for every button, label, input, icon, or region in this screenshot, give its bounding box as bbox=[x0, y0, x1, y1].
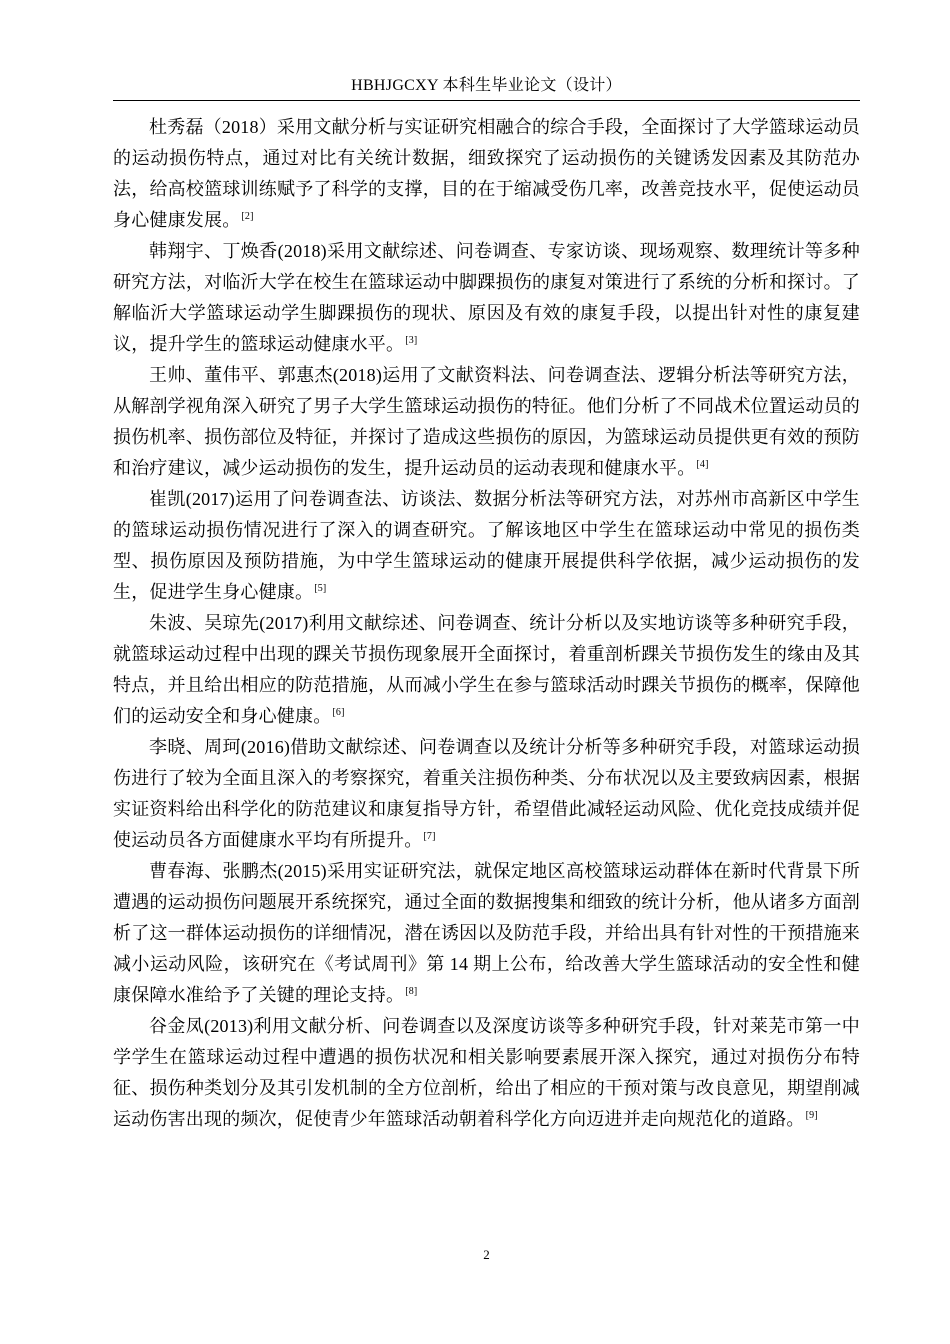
paragraph-text: 韩翔宇、丁焕香(2018)采用文献综述、问卷调查、专家访谈、现场观察、数理统计等多种研究方法，对临沂大学在校生在篮球运动中脚踝损伤的康复对策进行了系统的分析和探讨。了解临沂大学篮球运动学生脚踝损伤的现状、原因及有效的康复手段，以提出针对性的康复建议，提升学生的篮球运动健康水平。 bbox=[113, 241, 860, 354]
paragraph bbox=[113, 360, 860, 484]
page-header-title: HBHJGCXY 本科生毕业论文（设计） bbox=[351, 77, 622, 94]
header-divider bbox=[113, 100, 860, 101]
paragraph bbox=[113, 732, 860, 856]
page-number: 2 bbox=[483, 1247, 490, 1262]
paragraph-text: 杜秀磊（2018）采用文献分析与实证研究相融合的综合手段，全面探讨了大学篮球运动员的运动损伤特点，通过对比有关统计数据，细致探究了运动损伤的关键诱发因素及其防范办法，给高校篮球训练赋予了科学的支撑，目的在于缩减受伤几率，改善竞技水平，促使运动员身心健康发展。 bbox=[113, 117, 860, 230]
paragraph bbox=[113, 236, 860, 360]
body-text bbox=[113, 112, 860, 1135]
paragraph-text: 朱波、吴琼先(2017)利用文献综述、问卷调查、统计分析以及实地访谈等多种研究手段，就篮球运动过程中出现的踝关节损伤现象展开全面探讨，着重剖析踝关节损伤发生的缘由及其特点，并且给出相应的防范措施，从而减小学生在参与篮球活动时踝关节损伤的概率，保障他们的运动安全和身心健康。 bbox=[113, 613, 860, 726]
citation-ref: [9] bbox=[805, 1110, 818, 1121]
paragraph-text: 崔凯(2017)运用了问卷调查法、访谈法、数据分析法等研究方法，对苏州市高新区中学生的篮球运动损伤情况进行了深入的调查研究。了解该地区中学生在篮球运动中常见的损伤类型、损伤原因及预防措施，为中学生篮球运动的健康开展提供科学依据，减少运动损伤的发生，促进学生身心健康。 bbox=[113, 489, 860, 602]
paragraph-text: 谷金凤(2013)利用文献分析、问卷调查以及深度访谈等多种研究手段，针对莱芜市第一中学学生在篮球运动过程中遭遇的损伤状况和相关影响要素展开深入探究，通过对损伤分布特征、损伤种类划分及其引发机制的全方位剖析，给出了相应的干预对策与改良意见，期望削减运动伤害出现的频次，促使青少年篮球活动朝着科学化方向迈进并走向规范化的道路。 bbox=[113, 1016, 860, 1129]
citation-ref: [3] bbox=[405, 335, 418, 346]
paragraph bbox=[113, 112, 860, 236]
paragraph-text: 曹春海、张鹏杰(2015)采用实证研究法，就保定地区高校篮球运动群体在新时代背景下所遭遇的运动损伤问题展开系统探究，通过全面的数据搜集和细致的统计分析，他从诸多方面剖析了这一群体运动损伤的详细情况，潜在诱因以及防范手段，并给出具有针对性的干预措施来减小运动风险，该研究在《考试周刊》第 14 期上公布，给改善大学生篮球活动的安全性和健康保障水准给予了关键的理论支持。 bbox=[113, 861, 860, 1005]
citation-ref: [4] bbox=[696, 459, 709, 470]
citation-ref: [2] bbox=[241, 211, 254, 222]
paragraph bbox=[113, 484, 860, 608]
paragraph bbox=[113, 608, 860, 732]
citation-ref: [8] bbox=[405, 986, 418, 997]
paragraph-text: 李晓、周珂(2016)借助文献综述、问卷调查以及统计分析等多种研究手段，对篮球运动损伤进行了较为全面且深入的考察探究，着重关注损伤种类、分布状况以及主要致病因素，根据实证资料给出科学化的防范建议和康复指导方针，希望借此减轻运动风险、优化竞技成绩并促使运动员各方面健康水平均有所提升。 bbox=[113, 737, 860, 850]
paragraph bbox=[113, 1011, 860, 1135]
paragraph-text: 王帅、董伟平、郭惠杰(2018)运用了文献资料法、问卷调查法、逻辑分析法等研究方法，从解剖学视角深入研究了男子大学生篮球运动损伤的特征。他们分析了不同战术位置运动员的损伤机率、损伤部位及特征，并探讨了造成这些损伤的原因，为篮球运动员提供更有效的预防和治疗建议，减少运动损伤的发生，提升运动员的运动表现和健康水平。 bbox=[113, 365, 860, 478]
citation-ref: [7] bbox=[423, 831, 436, 842]
citation-ref: [6] bbox=[332, 707, 345, 718]
paragraph bbox=[113, 856, 860, 1011]
citation-ref: [5] bbox=[314, 583, 327, 594]
